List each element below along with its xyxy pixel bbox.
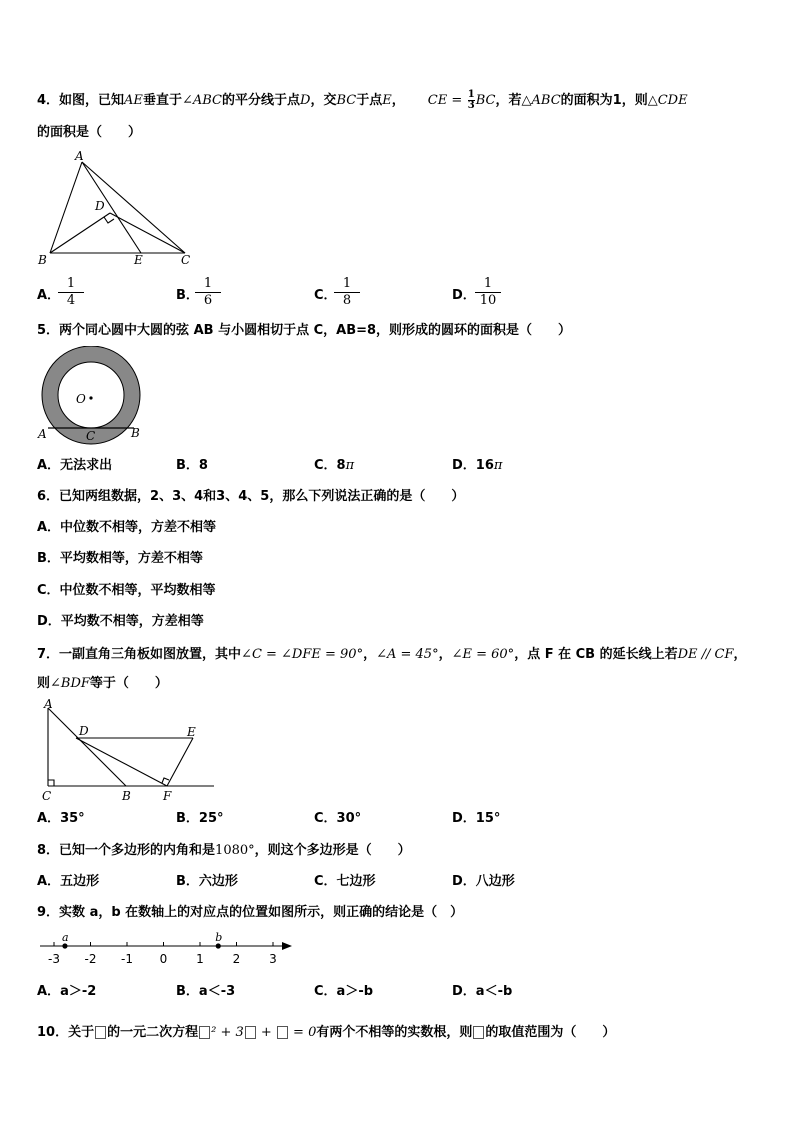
q4-option-a-fraction: $\frac{1}{4}$ [58,276,84,309]
number-line-point-label-b: b [215,931,223,944]
q4-label-E: E [134,253,143,267]
missing-glyph-box [473,1026,484,1039]
q7-option-b[interactable]: B．25° [176,811,224,826]
q7-label-D: D [79,724,89,738]
q7-option-c[interactable]: C．30° [314,811,362,826]
number-line-tick-label: -3 [48,952,60,966]
missing-glyph-box [277,1026,288,1039]
q7-stem-line1: 7．一副直角三角板如图放置，其中∠C = ∠DFE = 90°，∠A = 45°，∠E = 60°，点 F 在 CB 的延长线上若DE // CF， [37,647,747,662]
q9-stem: 9．实数 a，b 在数轴上的对应点的位置如图所示，则正确的结论是（ ） [37,905,464,920]
number-line-point-label-a: a [61,931,69,944]
q7-triangles-figure [36,698,221,803]
q6-option-c[interactable]: C．中位数不相等，平均数相等 [37,583,216,598]
missing-glyph-box [95,1026,106,1039]
q10-stem: 10．关于 的一元二次方程 ² + 3 + = 0有两个不相等的实数根，则 的取值范围为（ ） [37,1025,616,1040]
q5-label-B: B [131,426,140,440]
q4-stem-line2: 的面积是（ ） [37,125,142,140]
number-line-tick-label: 1 [196,952,204,966]
q6-option-d[interactable]: D．平均数不相等，方差相等 [37,614,204,629]
number-line-point-b [216,943,221,948]
q8-option-c[interactable]: C．七边形 [314,874,376,889]
q7-label-F: F [163,789,172,803]
q9-number-line [36,930,296,970]
missing-glyph-box [199,1026,210,1039]
q6-stem: 6．已知两组数据，2、3、4和3、4、5，那么下列说法正确的是（ ） [37,489,465,504]
q8-option-a[interactable]: A．五边形 [37,874,100,889]
number-line-tick-label: -1 [121,952,133,966]
q5-stem: 5．两个同心圆中大圆的弦 AB 与小圆相切于点 C，AB=8，则形成的圆环的面积是（ ） [37,323,572,338]
q7-label-C: C [42,789,52,803]
q7-option-a[interactable]: A．35° [37,811,85,826]
q5-label-C: C [86,429,96,443]
q4-option-d-fraction: $\frac{1}{10}$ [475,276,501,309]
q6-option-b[interactable]: B．平均数相等，方差不相等 [37,551,203,566]
q4-stem-line1: 4．如图，已知AE垂直于∠ABC的平分线于点D，交BC于点E， CE = $\frac{1}{3}$ BC，若△ABC的面积为1，则△CDE [37,89,688,111]
q7-option-d[interactable]: D．15° [452,811,501,826]
q6-option-a[interactable]: A．中位数不相等，方差不相等 [37,520,217,535]
q8-option-b[interactable]: B．六边形 [176,874,238,889]
q7-stem-line2: 则∠BDF等于（ ） [37,676,168,691]
q9-option-a[interactable]: A．a＞-2 [37,984,97,999]
q9-option-b[interactable]: B．a＜-3 [176,984,236,999]
q4-option-b-fraction: $\frac{1}{6}$ [195,276,221,309]
q7-label-A: A [44,698,53,711]
q5-option-d[interactable]: D．16π [452,458,503,473]
q9-option-c[interactable]: C．a＞-b [314,984,374,999]
q4-label-C: C [181,253,191,267]
q4-triangle-figure [30,150,205,268]
q4-one-third: $\frac{1}{3}$ [467,89,475,111]
q5-label-A: A [38,427,47,441]
q5-option-b[interactable]: B．8 [176,458,208,473]
q4-label-B: B [38,253,47,267]
q5-annulus-figure [34,346,149,446]
q7-label-B: B [122,789,131,803]
q4-option-c-fraction: $\frac{1}{8}$ [334,276,360,309]
q7-label-E: E [187,725,196,739]
number-line-tick-label: 3 [269,952,277,966]
number-line-tick-label: -2 [84,952,97,966]
number-line-point-a [62,943,67,948]
q8-stem: 8．已知一个多边形的内角和是1080°，则这个多边形是（ ） [37,843,411,858]
q5-option-a[interactable]: A．无法求出 [37,458,113,473]
q8-option-d[interactable]: D．八边形 [452,874,515,889]
q5-label-O: O [76,392,86,406]
number-line-tick-label: 2 [232,952,241,966]
missing-glyph-box [245,1026,256,1039]
q5-option-c[interactable]: C．8π [314,458,355,473]
q4-label-D: D [95,199,105,213]
q9-option-d[interactable]: D．a＜-b [452,984,513,999]
q4-label-A: A [75,150,84,163]
number-line-tick-label: 0 [159,952,168,966]
